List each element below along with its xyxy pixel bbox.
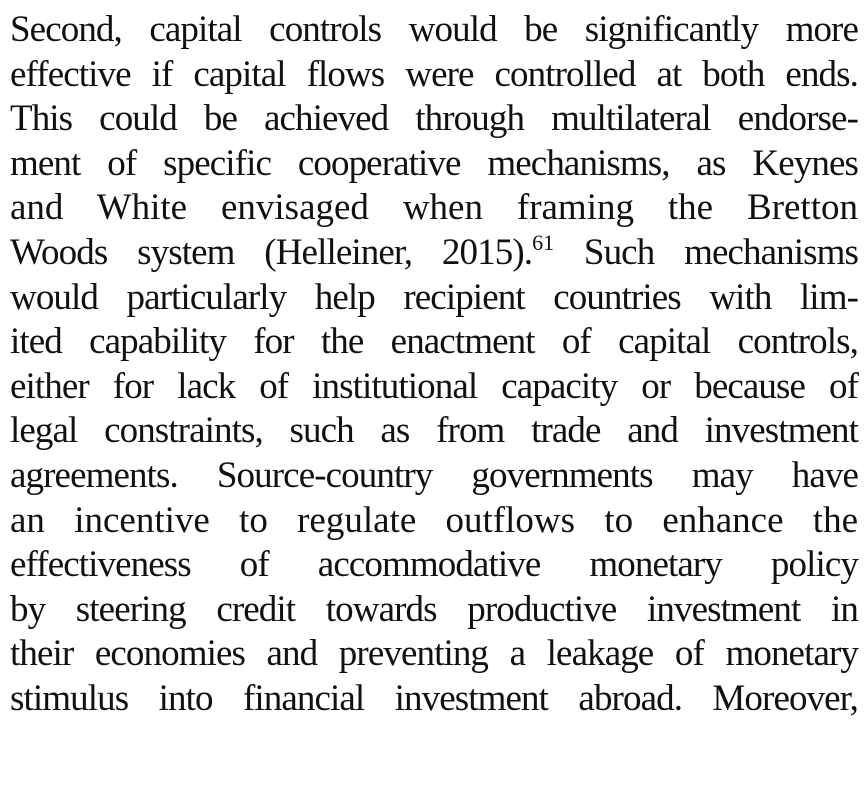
text-line: effective if capital flows were controlled at both ends. bbox=[10, 53, 858, 95]
text-segment: Woods system (Helleiner, 2015). bbox=[10, 231, 533, 273]
text-line: agreements. Source-country governments may have bbox=[10, 454, 858, 496]
text-line: This could be achieved through multilateral endorse- bbox=[10, 98, 858, 140]
text-line: ited capability for the enactment of capital controls, bbox=[10, 321, 858, 363]
text-line: and White envisaged when framing the Bretton bbox=[10, 187, 858, 229]
text-line: by steering credit towards productive investment in bbox=[10, 588, 858, 630]
text-line: stimulus into financial investment abroad. Moreover, bbox=[10, 677, 858, 719]
text-line-with-footnote bbox=[10, 231, 858, 276]
text-line: legal constraints, such as from trade and investment bbox=[10, 410, 858, 452]
text-line: would particularly help recipient countries with lim- bbox=[10, 276, 858, 318]
text-line: either for lack of institutional capacity or because of bbox=[10, 365, 858, 407]
body-paragraph bbox=[10, 8, 858, 722]
text-line: ment of specific cooperative mechanisms, as Keynes bbox=[10, 142, 858, 184]
text-line: Second, capital controls would be significantly more bbox=[10, 9, 858, 50]
text-line: their economies and preventing a leakage of monetary bbox=[10, 633, 858, 675]
text-line: an incentive to regulate outflows to enhance the bbox=[10, 499, 858, 541]
footnote-marker: 61 bbox=[532, 229, 555, 255]
text-line: effectiveness of accommodative monetary policy bbox=[10, 544, 858, 586]
text-segment: Such mechanisms bbox=[554, 231, 858, 273]
